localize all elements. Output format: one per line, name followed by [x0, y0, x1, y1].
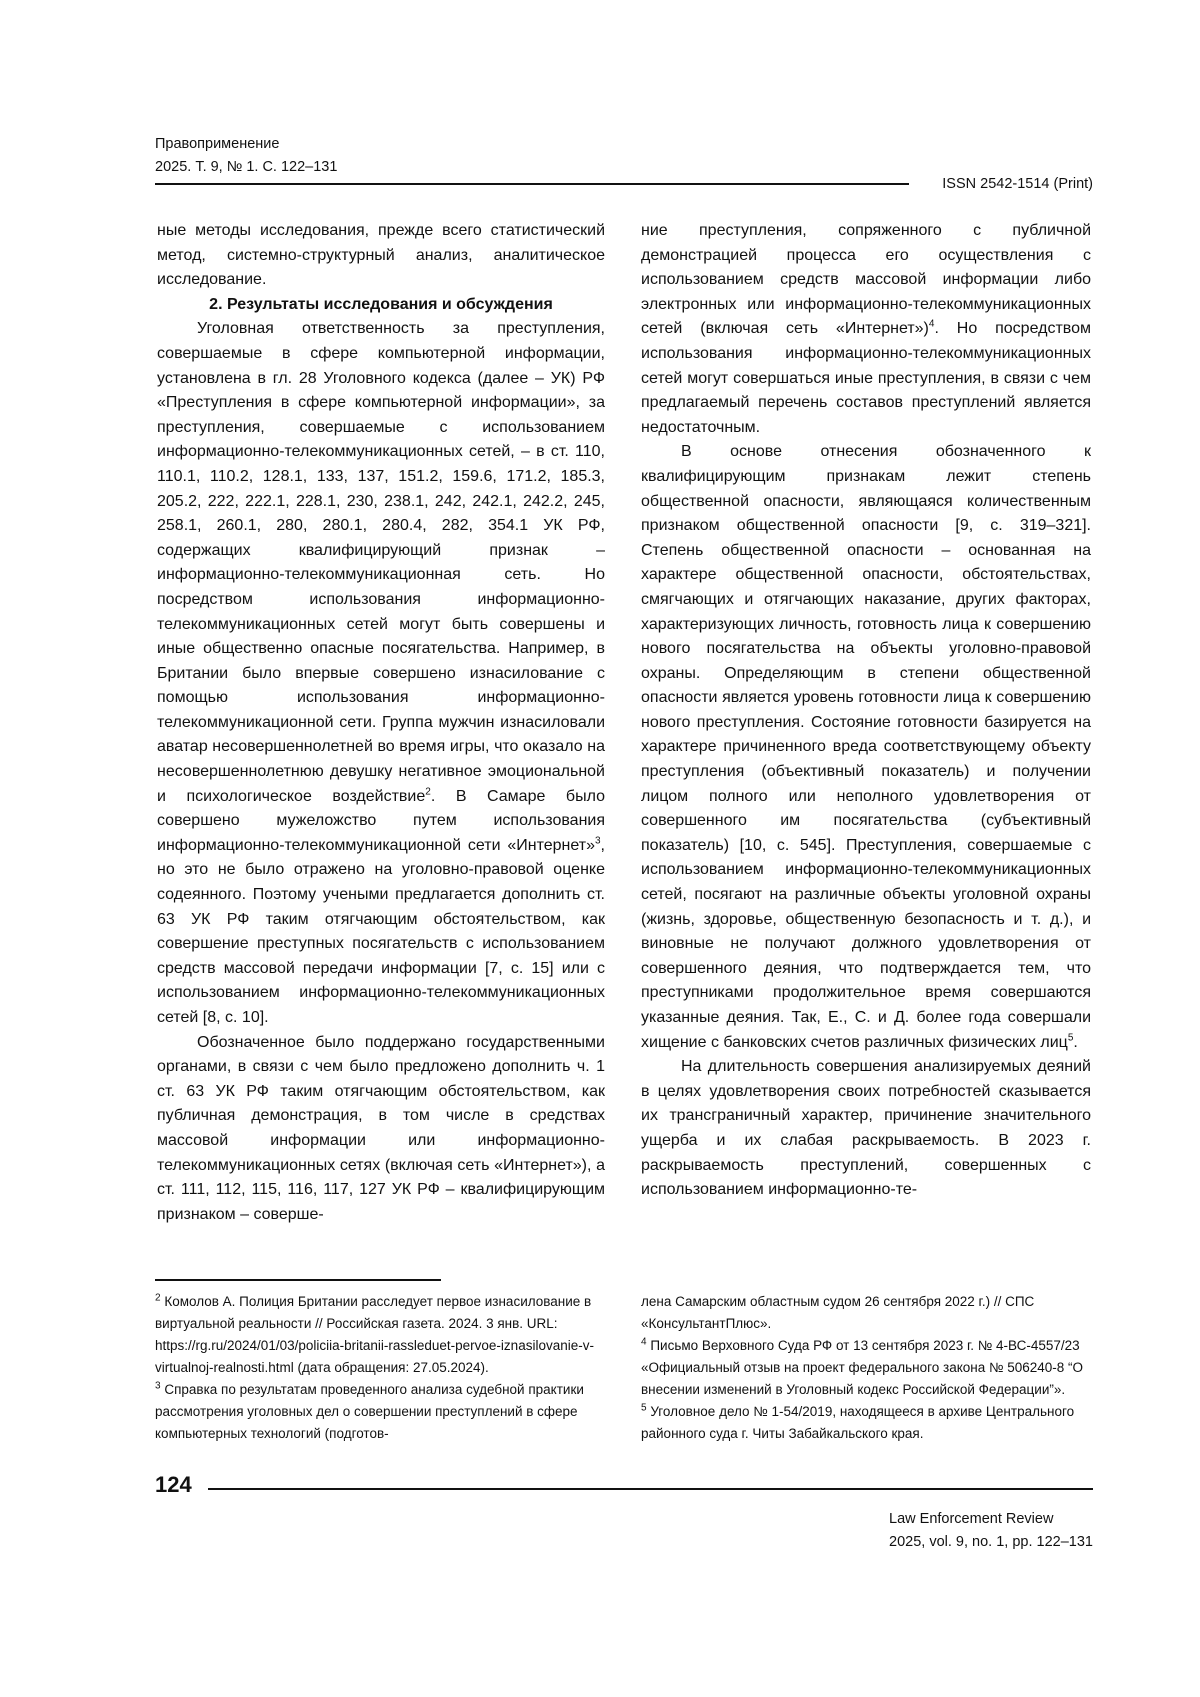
footnote-ref[interactable]: 3 — [594, 835, 601, 847]
footnotes-right — [641, 1291, 1093, 1445]
footnote-continuation: лена Самарским областным судом 26 сентября 2022 г.) // СПС «КонсультантПлюс». — [641, 1294, 1035, 1331]
footer-rule — [208, 1488, 1093, 1490]
page-number: 124 — [155, 1472, 192, 1497]
paragraph: На длительность совершения анализируемых деяний в целях удовлетворения своих потребностей сказывается их трансграничный характер, причинение значительного ущерба и их слабая раскрываемость. В 2023 г. раскрываемость преступлений, совершенных с использованием информационно-те- — [641, 1058, 1091, 1199]
footnote: $^4$ Письмо Верховного Суда РФ от 13 сентября 2023 г. № 4-ВС-4557/23 «Официальный отзыв на проект федерального закона № 506240-8 “О внесении изменений в Уголовный кодекс Российской Федерации”». — [641, 1336, 1084, 1397]
header-rule — [155, 183, 909, 185]
footnotes-left — [155, 1291, 603, 1445]
footnote-ref[interactable]: 2 — [425, 786, 431, 798]
journal-citation-en: 2025, vol. 9, no. 1, pp. 122–131 — [889, 1534, 1093, 1550]
paragraph: ние преступления, сопряженного с публичной демонстрацией процесса его осуществления с использованием средств массовой информации либо электронных или информационно-телекоммуникационных сетей (включая сеть «Интернет»)$^4$. Но посредством использования информационно-телекоммуникационных сетей могут совершаться иные преступления, в связи с чем предлагаемый перечень составов преступлений является недостаточным. — [641, 222, 1091, 436]
running-header — [155, 133, 337, 179]
issn: ISSN 2542-1514 (Print) — [942, 176, 1093, 192]
paragraph: ные методы исследования, прежде всего статистический метод, системно-структурный анализ, аналитическое исследование. — [157, 222, 605, 289]
right-column — [641, 219, 1091, 1203]
journal-title: Правоприменение — [155, 136, 280, 152]
footnote-ref[interactable]: 5 — [1067, 1032, 1074, 1044]
paragraph: В основе отнесения обозначенного к квалифицирующим признакам лежит степень общественной опасности, являющаяся количественным признаком общественной опасности [9, с. 319–321]. Степень общественной опасности – основанная на характере общественной опасности, обстоятельствах, смягчающих и отягчающих наказание, других факторах, характеризующих личность, готовность лица к совершению нового посягательства на объекты уголовно-правовой охраны. Определяющим в степени общественной опасности является уровень готовности лица к совершению нового преступления. Состояние готовности базируется на характере причиненного вреда соответствующему объекту преступления (объективный показатель) и получении лицом полного или неполного удовлетворения от совершенного им посягательства (субъективный показатель) [10, с. 545]. Преступления, совершаемые с использованием информационно-телекоммуникационных сетей, посягают на различные объекты уголовной охраны (жизнь, здоровье, общественную безопасность и т. д.), и виновные не получают должного удовлетворения от совершенного деяния, что подтверждается тем, что преступниками продолжительное время совершаются указанные деяния. Так, Е., С. и Д. более года совершали хищение с банковских счетов различных физических лиц$^5$. — [641, 443, 1091, 1051]
left-column — [157, 219, 605, 1227]
footnote: $^2$ Комолов А. Полиция Британии расследует первое изнасилование в виртуальной реальности // Российская газета. 2024. 3 янв. URL: https://rg.ru/2024/01/03/policiia-britanii-rassleduet-pervoe-iznasilovanie-v-virtualnoj-realnosti.html (дата обращения: 27.05.2024). — [155, 1292, 594, 1375]
journal-citation: 2025. Т. 9, № 1. С. 122–131 — [155, 159, 338, 175]
footnote: $^3$ Справка по результатам проведенного анализа судебной практики рассмотрения уголовных дел о совершении преступлений в сфере компьютерных технологий (подготов- — [155, 1380, 584, 1441]
running-footer — [889, 1508, 1093, 1554]
journal-title-en: Law Enforcement Review — [889, 1511, 1054, 1527]
footnote: $^5$ Уголовное дело № 1-54/2019, находящееся в архиве Центрального районного суда г. Читы Забайкальского края. — [641, 1402, 1075, 1441]
section-heading: 2. Результаты исследования и обсуждения — [209, 295, 553, 313]
footnote-rule — [155, 1279, 441, 1281]
paragraph: Уголовная ответственность за преступления, совершаемые в сфере компьютерной информации, установлена в гл. 28 Уголовного кодекса (далее – УК) РФ «Преступления в сфере компьютерной информации», за преступления, совершаемые с использованием информационно-телекоммуникационных сетей, – в ст. 110, 110.1, 110.2, 128.1, 133, 137, 151.2, 159.6, 171.2, 185.3, 205.2, 222, 222.1, 228.1, 230, 238.1, 242, 242.1, 242.2, 245, 258.1, 260.1, 280, 280.1, 280.4, 282, 354.1 УК РФ, содержащих квалифицирующий признак – информационно-телекоммуникационная сеть. Но посредством использования информационно-телекоммуникационных сетей могут быть совершены и иные общественно опасные посягательства. Например, в Британии было впервые совершено изнасилование с помощью использования информационно-телекоммуникационной сети. Группа мужчин изнасиловали аватар несовершеннолетней во время игры, что оказало на несовершеннолетнюю девушку негативное эмоциональной и психологическое воздействие$^2$. В Самаре было совершено мужеложство путем использования информационно-телекоммуникационной сети «Интернет»$^3$, но это не было отражено на уголовно-правовой оценке содеянного. Поэтому учеными предлагается дополнить ст. 63 УК РФ таким отягчающим обстоятельством, как совершение преступных посягательств с использованием средств массовой передачи информации [7, с. 15] или с использованием информационно-телекоммуникационных сетей [8, с. 10]. — [157, 320, 605, 1026]
paragraph: Обозначенное было поддержано государственными органами, в связи с чем было предложено дополнить ч. 1 ст. 63 УК РФ таким отягчающим обстоятельством, как публичная демонстрация, в том числе в средствах массовой информации или информационно-телекоммуникационных сетях (включая сеть «Интернет»), а ст. 111, 112, 115, 116, 117, 127 УК РФ – квалифицирующим признаком – соверше- — [157, 1033, 605, 1223]
footnote-ref[interactable]: 4 — [928, 319, 935, 331]
